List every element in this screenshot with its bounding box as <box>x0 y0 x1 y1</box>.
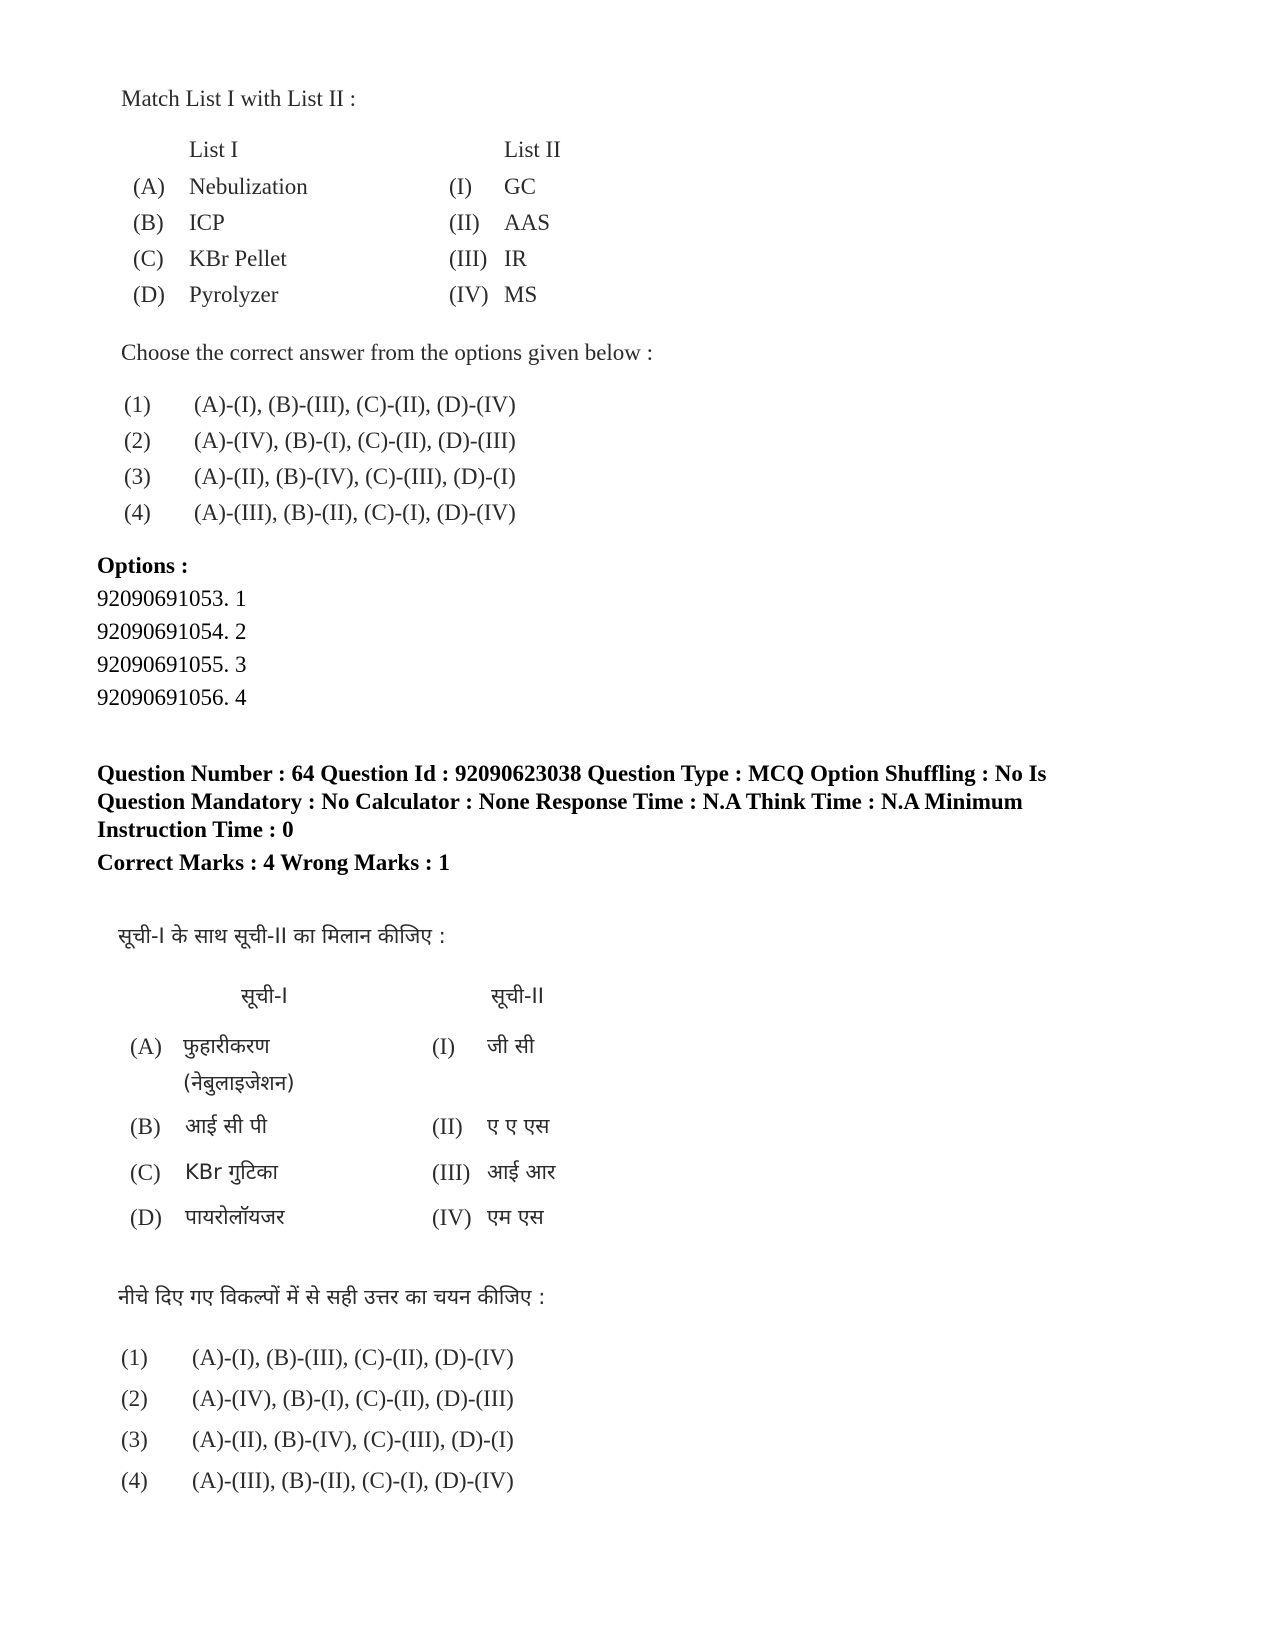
answer-number: (4) <box>121 1468 148 1493</box>
answer-text: (A)-(I), (B)-(III), (C)-(II), (D)-(IV) <box>194 392 516 417</box>
option-item: 92090691055. 3 <box>97 652 247 677</box>
list2-item: GC <box>504 174 536 199</box>
marks-line: Correct Marks : 4 Wrong Marks : 1 <box>97 850 450 875</box>
list1-item: KBr Pellet <box>189 246 287 271</box>
question-prompt: Match List I with List II : <box>121 86 357 111</box>
list1-heading: List I <box>189 137 239 162</box>
list1-item: आई सी पी <box>185 1114 268 1138</box>
list2-item: आई आर <box>487 1160 556 1184</box>
list1-item: Nebulization <box>189 174 308 199</box>
list1-item: ICP <box>189 210 225 235</box>
answer-text: (A)-(III), (B)-(II), (C)-(I), (D)-(IV) <box>192 1468 514 1493</box>
list2-label: (IV) <box>449 282 489 307</box>
choose-instruction: Choose the correct answer from the options given below : <box>121 340 654 365</box>
answer-number: (2) <box>124 428 151 453</box>
answer-number: (1) <box>124 392 151 417</box>
options-heading: Options : <box>97 553 189 578</box>
answer-text: (A)-(III), (B)-(II), (C)-(I), (D)-(IV) <box>194 500 516 525</box>
list1-label: (C) <box>133 246 164 271</box>
list2-item: जी सी <box>487 1034 535 1058</box>
list1-label: (B) <box>133 210 164 235</box>
question-meta-line: Question Mandatory : No Calculator : None Response Time : N.A Think Time : N.A Minimum <box>97 789 1023 814</box>
list1-item: पायरोलॉयजर <box>185 1205 285 1229</box>
list1-label: (D) <box>130 1205 162 1230</box>
list2-label: (II) <box>449 210 480 235</box>
list1-label: (A) <box>130 1034 162 1059</box>
list2-heading: List II <box>504 137 561 162</box>
list1-item-secondary: (नेबुलाइजेशन) <box>183 1071 295 1095</box>
answer-text: (A)-(II), (B)-(IV), (C)-(III), (D)-(I) <box>192 1427 514 1452</box>
list2-item: ए ए एस <box>487 1114 550 1138</box>
list2-heading: सूची-II <box>491 984 544 1008</box>
question-meta-line: Question Number : 64 Question Id : 92090623038 Question Type : MCQ Option Shuffling : No Is <box>97 761 1047 786</box>
list2-label: (IV) <box>432 1205 472 1230</box>
list1-item: KBr गुटिका <box>185 1160 278 1184</box>
answer-text: (A)-(IV), (B)-(I), (C)-(II), (D)-(III) <box>192 1386 514 1411</box>
list2-item: IR <box>504 246 527 271</box>
list2-item: MS <box>504 282 538 307</box>
list2-label: (III) <box>449 246 488 271</box>
answer-number: (4) <box>124 500 151 525</box>
list2-label: (I) <box>432 1034 455 1059</box>
list1-heading: सूची-I <box>241 984 288 1008</box>
answer-text: (A)-(I), (B)-(III), (C)-(II), (D)-(IV) <box>192 1345 514 1370</box>
list1-item: Pyrolyzer <box>189 282 279 307</box>
list2-label: (I) <box>449 174 472 199</box>
list2-item: एम एस <box>487 1205 544 1229</box>
option-item: 92090691056. 4 <box>97 685 247 710</box>
answer-text: (A)-(IV), (B)-(I), (C)-(II), (D)-(III) <box>194 428 516 453</box>
list1-label: (D) <box>133 282 165 307</box>
question-meta-line: Instruction Time : 0 <box>97 817 294 842</box>
list2-label: (III) <box>432 1160 471 1185</box>
list2-label: (II) <box>432 1114 463 1139</box>
list1-label: (C) <box>130 1160 161 1185</box>
list2-item: AAS <box>504 210 551 235</box>
option-item: 92090691053. 1 <box>97 586 247 611</box>
answer-number: (1) <box>121 1345 148 1370</box>
choose-instruction: नीचे दिए गए विकल्पों में से सही उत्तर का चयन कीजिए : <box>118 1285 546 1309</box>
list1-label: (A) <box>133 174 165 199</box>
option-item: 92090691054. 2 <box>97 619 247 644</box>
answer-number: (3) <box>124 464 151 489</box>
list1-item: फुहारीकरण <box>183 1034 270 1058</box>
answer-text: (A)-(II), (B)-(IV), (C)-(III), (D)-(I) <box>194 464 516 489</box>
list1-label: (B) <box>130 1114 161 1139</box>
question-prompt: सूची-I के साथ सूची-II का मिलान कीजिए : <box>118 924 446 948</box>
answer-number: (3) <box>121 1427 148 1452</box>
answer-number: (2) <box>121 1386 148 1411</box>
